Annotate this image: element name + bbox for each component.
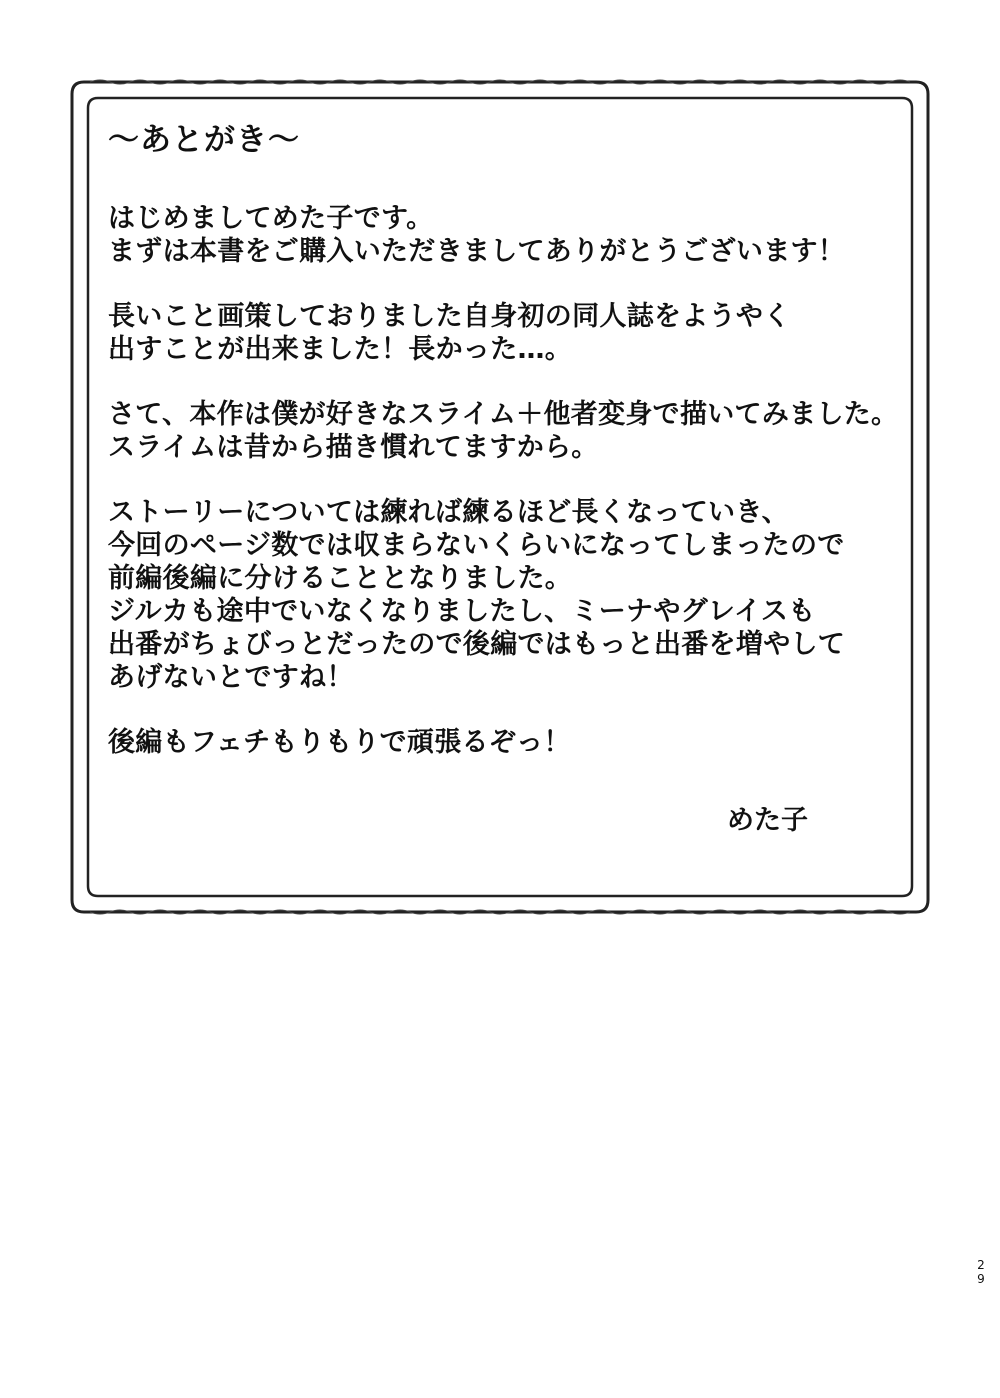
paragraph-2 bbox=[108, 300, 908, 366]
frame-scallop-bottom bbox=[90, 910, 910, 914]
text-line: はじめましてめた子です。 bbox=[108, 203, 434, 234]
paragraph-1 bbox=[108, 202, 908, 268]
text-line: 長いこと画策しておりました自身初の同人誌をようやく bbox=[108, 301, 791, 332]
paragraph-3 bbox=[108, 398, 908, 464]
text-line: 前編後編に分けることとなりました。 bbox=[108, 563, 573, 594]
text-line: まずは本書をご購入いただきましてありがとうございます！ bbox=[108, 236, 846, 267]
page-number: 29 bbox=[977, 1258, 985, 1286]
paragraph-4 bbox=[108, 496, 908, 694]
text-line: 出番がちょびっとだったので後編ではもっと出番を増やして bbox=[108, 629, 846, 660]
paragraph-5 bbox=[108, 726, 908, 759]
text-line: ジルカも途中でいなくなりましたし、ミーナやグレイスも bbox=[108, 596, 816, 627]
frame-scallop-top bbox=[90, 80, 910, 84]
text-line: 後編もフェチもりもりで頑張るぞっ！ bbox=[108, 727, 571, 758]
text-line: あげないとですね！ bbox=[108, 662, 354, 693]
text-line: スライムは昔から描き慣れてますから。 bbox=[108, 432, 599, 463]
text-line: ストーリーについては練れば練るほど長くなっていき、 bbox=[108, 497, 789, 528]
afterword-content bbox=[108, 118, 908, 791]
author-signature: めた子 bbox=[727, 805, 808, 836]
text-line: さて、本作は僕が好きなスライム＋他者変身で描いてみました。 bbox=[108, 399, 899, 430]
afterword-title: ～あとがき～ bbox=[108, 122, 300, 158]
text-line: 出すことが出来ました！長かった…。 bbox=[108, 334, 573, 365]
text-line: 今回のページ数では収まらないくらいになってしまったので bbox=[108, 530, 845, 561]
